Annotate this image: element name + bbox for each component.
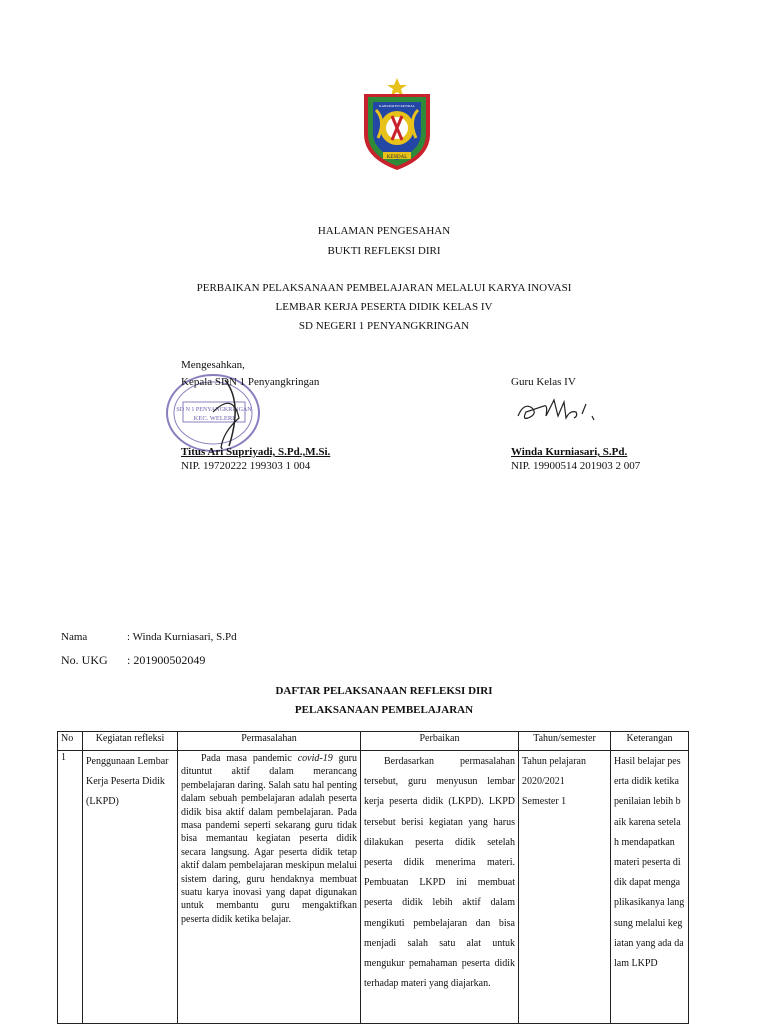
cell-perbaikan: Berdasarkan permasalahan tersebut, guru menyusun lembar kerja peserta didik (LKPD). LKPD tersebut berisi kegiatan yang harus dilakukan peserta didik setelah peserta didik menerima materi. Pembuatan LKPD ini membuat peserta didik lebih aktif dalam mengikuti pembelajaran dan bisa menjadi salah satu alat untuk mengukur pemahaman peserta didik terhadap materi yang diajarkan. bbox=[361, 751, 519, 1024]
principal-name: Titus Ari Supriyadi, S.Pd.,M.Si. bbox=[181, 446, 331, 458]
name-value: : Winda Kurniasari, S.Pd bbox=[127, 631, 237, 643]
teacher-role: Guru Kelas IV bbox=[511, 376, 576, 388]
kendal-regency-logo bbox=[356, 76, 438, 172]
svg-text:KEC. WELERI: KEC. WELERI bbox=[193, 415, 235, 422]
name-label: Nama bbox=[61, 631, 88, 643]
column-header: Keterangan bbox=[611, 732, 689, 751]
table-header-row bbox=[58, 732, 689, 751]
column-header: Permasalahan bbox=[178, 732, 361, 751]
svg-text:SD N 1 PENYANGKRINGAN: SD N 1 PENYANGKRINGAN bbox=[176, 407, 252, 413]
principal-nip: NIP. 19720222 199303 1 004 bbox=[181, 460, 311, 472]
column-header: No bbox=[58, 732, 83, 751]
approval-label: Mengesahkan, bbox=[181, 359, 245, 371]
tahun-value: Tahun pelajaran 2020/2021 bbox=[522, 756, 586, 788]
svg-text:KENDAL: KENDAL bbox=[386, 155, 408, 160]
ukg-value: : 201900502049 bbox=[127, 653, 206, 667]
topic-title: PERBAIKAN PELAKSANAAN PEMBELAJARAN MELALUI KARYA INOVASI bbox=[196, 282, 572, 294]
cell-permasalahan: Pada masa pandemic covid-19 guru dituntut aktif dalam merancang pembelajaran daring. Salah satu hal penting dalam sebuah pembelajaran adalah peserta didik bisa aktif dalam pembelajaran. Pada masa pandemi seperti sekarang guru tidak bisa memantau kegiatan peserta didik secara langsung. Agar peserta didik tetap aktif dalam pembelajaran meskipun melalui sistem daring, guru hendaknya membuat suatu karya inovasi yang dapat digunakan untuk membantu guru mengaktifkan peserta didik ketika belajar. bbox=[178, 751, 361, 1024]
column-header: Perbaikan bbox=[361, 732, 519, 751]
cell-tahun-semester bbox=[519, 751, 611, 1024]
page-subtitle: BUKTI REFLEKSI DIRI bbox=[327, 245, 441, 257]
reflection-table bbox=[57, 731, 689, 1024]
table-row bbox=[58, 751, 689, 1024]
column-header: Tahun/semester bbox=[519, 732, 611, 751]
cell-keterangan: Hasil belajar peserta didik ketika penilaian lebih baik karena setelah mendapatkan materi peserta didik dapat mengaplikasikanya langsung melalui kegiatan yang ada dalam LKPD bbox=[611, 751, 689, 1024]
page-title: HALAMAN PENGESAHAN bbox=[317, 225, 451, 237]
ukg-label: No. UKG bbox=[61, 653, 108, 667]
section-subtitle: PELAKSANAAN PEMBELAJARAN bbox=[294, 704, 474, 716]
school-name: SD NEGERI 1 PENYANGKRINGAN bbox=[298, 320, 470, 332]
topic-subtitle: LEMBAR KERJA PESERTA DIDIK KELAS IV bbox=[275, 301, 493, 313]
teacher-signature bbox=[514, 394, 606, 428]
section-title: DAFTAR PELAKSANAAN REFLEKSI DIRI bbox=[275, 685, 493, 697]
svg-text:KABUPATEN KENDAL: KABUPATEN KENDAL bbox=[379, 104, 415, 108]
cell-kegiatan: Penggunaan Lembar Kerja Peserta Didik (LKPD) bbox=[83, 751, 178, 1024]
semester-value: Semester 1 bbox=[522, 796, 567, 808]
principal-role: Kepala SDN 1 Penyangkringan bbox=[181, 376, 320, 388]
teacher-name: Winda Kurniasari, S.Pd. bbox=[511, 446, 628, 458]
column-header: Kegiatan refleksi bbox=[83, 732, 178, 751]
cell-no: 1 bbox=[58, 751, 83, 1024]
teacher-nip: NIP. 19900514 201903 2 007 bbox=[511, 460, 641, 472]
